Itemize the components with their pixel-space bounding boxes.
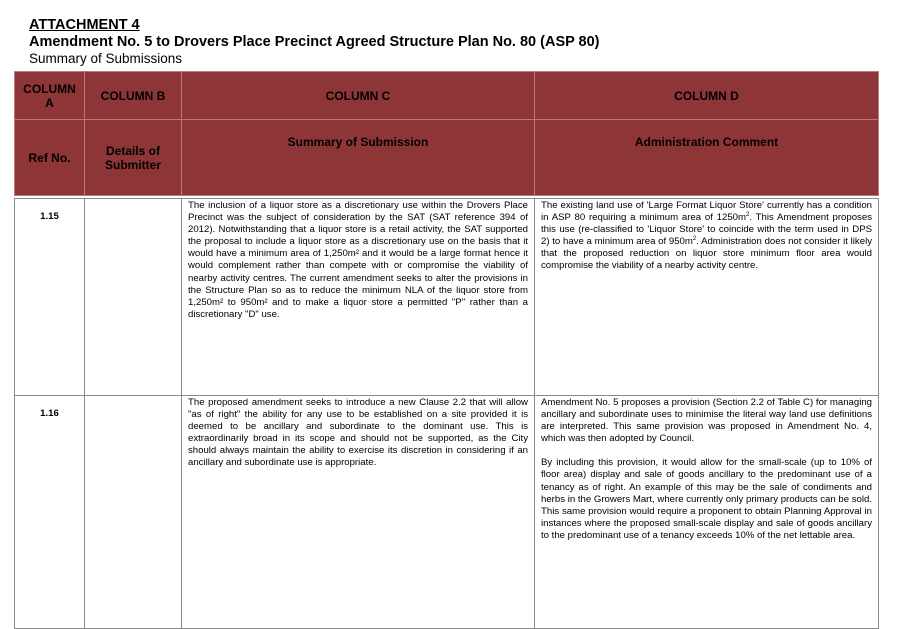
summary-header: Summary of Submission — [182, 120, 535, 196]
submitter-details — [85, 199, 182, 396]
column-a-header: COLUMN A — [15, 72, 85, 120]
superscript: 2 — [692, 236, 697, 243]
comment-text: The existing land use of 'Large Format Liquor Store' currently has a condition in ASP 80 requiring a minimum area of 1250m — [541, 200, 872, 224]
administration-comment — [535, 199, 879, 396]
ref-number: 1.16 — [15, 396, 85, 629]
administration-comment — [535, 396, 879, 629]
column-title-row — [15, 120, 879, 196]
comment-text: . Administration does not consider it likely that the proposed reduction on liquor store minimum floor area would compromise the viability of a nearby activity centre. — [541, 236, 872, 272]
ref-number: 1.15 — [15, 199, 85, 396]
comment-paragraph: By including this provision, it would allow for the small-scale (up to 10% of floor area) display and sale of goods ancillary to the predominant use of a tenancy as of right. An example of this may be the sale of condiments and herbs in the Growers Mart, where currently only primary products can be sold. This same provision would require a proponent to obtain Planning Approval in instances where the proposed small-scale display and sale of goods ancillary to the predominant use of a tenancy exceeds 10% of the net lettable area. — [541, 457, 872, 541]
column-d-header: COLUMN D — [535, 72, 879, 120]
ref-no-header: Ref No. — [15, 120, 85, 196]
column-c-header: COLUMN C — [182, 72, 535, 120]
comment-paragraph: Amendment No. 5 proposes a provision (Section 2.2 of Table C) for managing ancillary and subordinate uses to minimise the literal way land use definitions are interpreted. This same provision was proposed in Amendment No. 4, which was then adopted by Council. — [541, 397, 872, 445]
submitter-header: Details of Submitter — [85, 120, 182, 196]
column-letter-row — [15, 72, 879, 120]
submissions-table — [14, 198, 879, 629]
submission-summary: The inclusion of a liquor store as a discretionary use within the Drovers Place Precinct was the subject of consideration by the SAT (SAT reference 394 of 2012). Notwithstanding that a liquor store is a retail activity, the SAT supported the proposal to include a liquor store as a discretionary use on the basis that it would have a minimum area of 1,250m² and it would be a large format hence it would complement rather than compete with or compromise the viability of nearby activity centres. The current amendment seeks to alter the provisions in the Structure Plan so as to reduce the minimum NLA of the liquor store from 1,250m² to 950m² and to make a liquor store a permitted "P" rather than a discretionary "D" use. — [182, 199, 535, 396]
table-row — [15, 396, 879, 629]
document-header — [29, 17, 600, 67]
submitter-details — [85, 396, 182, 629]
column-header-table — [14, 71, 879, 196]
superscript: 2 — [746, 211, 750, 218]
document-subtitle: Summary of Submissions — [29, 51, 183, 66]
attachment-label: ATTACHMENT 4 — [29, 17, 140, 33]
document-title: Amendment No. 5 to Drovers Place Precinct Agreed Structure Plan No. 80 (ASP 80) — [29, 34, 600, 50]
comment-header: Administration Comment — [535, 120, 879, 196]
comment-text: . This Amendment proposes this use (re-classified to 'Liquor Store' to coincide with the term used in DPS 2) to have a minimum area of 950m — [541, 212, 872, 248]
table-row — [15, 199, 879, 396]
column-b-header: COLUMN B — [85, 72, 182, 120]
submission-summary: The proposed amendment seeks to introduce a new Clause 2.2 that will allow "as of right" the ability for any use to be established on a site provided it is deemed to be ancillary and subordinate to the dominant use. This is extraordinarily broad in its scope and should not be supported, as the City should always maintain the ability to exercise its discretion in considering if an ancillary and subordinate use is appropriate. — [182, 396, 535, 629]
